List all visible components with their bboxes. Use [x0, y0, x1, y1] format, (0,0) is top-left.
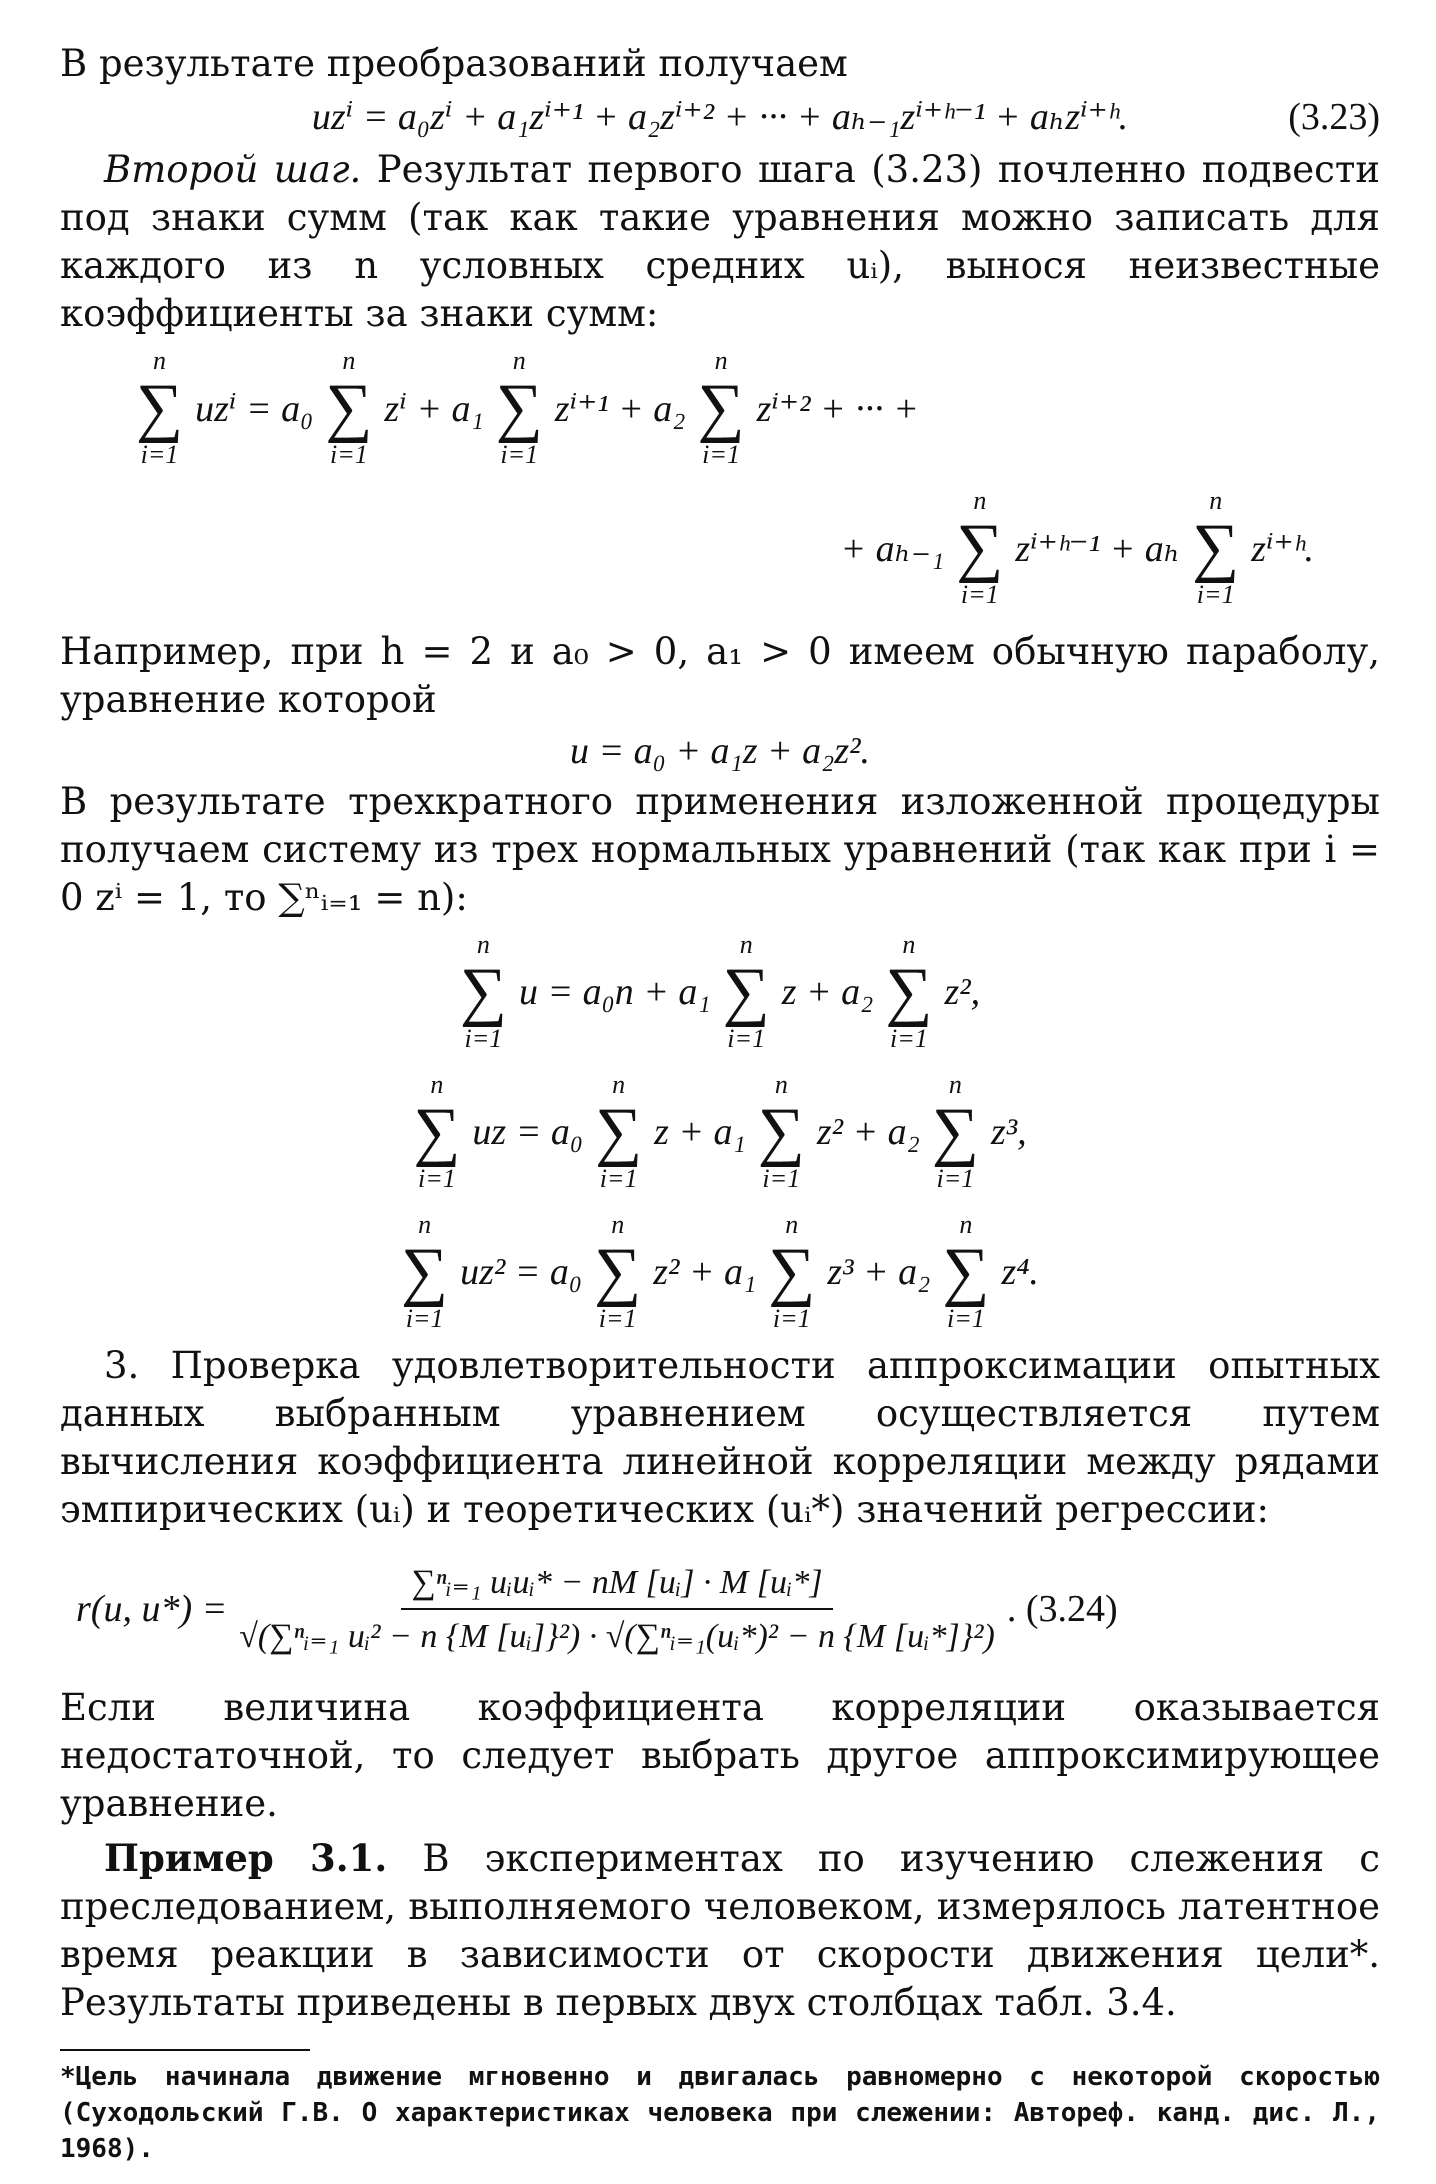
sum-term-e: + aₕ₋₁ — [840, 527, 945, 570]
sum-symbol: n ∑ i=1 — [768, 1210, 816, 1333]
example-text: В экспериментах по изучению слежения с преследованием, выполняемого человеком, измерялось латентное время реакции в зависимости от скорости движения цели*. Результаты приведены в первых двух столбцах табл. 3.4. — [60, 1837, 1380, 2024]
sum-symbol: n ∑ i=1 — [136, 346, 184, 469]
system-eq1-term-c: z², — [944, 971, 981, 1013]
equation-parabola — [60, 724, 1380, 778]
sum-term-b: zⁱ + a₁ — [384, 387, 484, 430]
footnote: *Цель начинала движение мгновенно и двигалась равномерно с некоторой скоростью (Суходольский Г.В. О характеристиках человека при слежении: Автореф. канд. дис. Л., 1968). — [60, 2062, 1380, 2164]
equation-3-24-fraction — [239, 1562, 995, 1656]
sum-term-a: uzⁱ = a₀ — [195, 387, 314, 430]
sum-symbol: n ∑ i=1 — [885, 930, 933, 1053]
equation-3-24-lhs: r(u, u*) = — [76, 1588, 228, 1630]
system-eq2-term-d: z³, — [990, 1111, 1027, 1153]
system-eq3-term-d: z⁴. — [1001, 1251, 1039, 1293]
system-eq2-term-a: uz = a₀ — [472, 1111, 584, 1153]
paragraph-intro: В результате преобразований получаем — [60, 42, 848, 85]
sum-symbol: n ∑ i=1 — [401, 1210, 449, 1333]
equation-3-24-number: . (3.24) — [1006, 1588, 1118, 1630]
sum-term-f: zⁱ⁺ʰ⁻¹ + aₕ — [1015, 527, 1181, 570]
system-eq3-term-a: uz² = a₀ — [460, 1251, 583, 1293]
page — [60, 40, 1380, 2167]
sum-symbol: n ∑ i=1 — [757, 1070, 805, 1193]
sum-symbol: n ∑ i=1 — [325, 346, 373, 469]
equation-3-24-numerator: ∑ⁿᵢ₌₁ uᵢuᵢ* − nM [uᵢ] · M [uᵢ*] — [401, 1562, 832, 1610]
footnote-divider — [60, 2049, 310, 2051]
equation-3-24 — [60, 1534, 1380, 1684]
equation-3-23-body: uzⁱ = a₀zⁱ + a₁zⁱ⁺¹ + a₂zⁱ⁺² + ··· + aₕ₋₁zⁱ⁺ʰ⁻¹ + aₕzⁱ⁺ʰ. — [311, 96, 1129, 138]
sum-term-c: zⁱ⁺¹ + a₂ — [554, 387, 686, 430]
example-heading: Пример 3.1. — [104, 1836, 388, 1880]
paragraph-example-parabola: Например, при h = 2 и a₀ > 0, a₁ > 0 имеем обычную параболу, уравнение которой — [60, 630, 1380, 721]
sum-symbol: n ∑ i=1 — [942, 1210, 990, 1333]
sum-symbol: n ∑ i=1 — [413, 1070, 461, 1193]
sum-term-g: zⁱ⁺ʰ. — [1251, 527, 1314, 570]
sum-term-d: zⁱ⁺² + ··· + — [756, 387, 919, 430]
sum-symbol: n ∑ i=1 — [931, 1070, 979, 1193]
sum-symbol: n ∑ i=1 — [1192, 486, 1240, 609]
paragraph-normal-equations: В результате трехкратного применения изложенной процедуры получаем систему из трех нормальных уравнений (так как при i = 0 zⁱ = 1, то ∑ⁿᵢ₌₁ = n): — [60, 780, 1380, 919]
system-eq1-term-a: u = a₀n + a₁ — [518, 971, 711, 1013]
sum-symbol: n ∑ i=1 — [459, 930, 507, 1053]
paragraph-second-step — [60, 146, 1380, 338]
paragraph-insufficient-correlation: Если величина коэффициента корреляции оказывается недостаточной, то следует выбрать другое аппроксимирующее уравнение. — [60, 1686, 1380, 1825]
system-eq2-term-c: z² + a₂ — [816, 1111, 920, 1153]
system-eq1-term-b: z + a₂ — [781, 971, 874, 1013]
sum-symbol: n ∑ i=1 — [722, 930, 770, 1053]
system-eq3-term-c: z³ + a₂ — [827, 1251, 931, 1293]
parabola-body: u = a₀ + a₁z + a₂z². — [569, 730, 871, 772]
sum-equation — [60, 338, 1380, 628]
equation-3-23 — [60, 88, 1380, 146]
second-step-text: Результат первого шага (3.23) почленно подвести под знаки сумм (так как такие уравнения можно записать для каждого из n условных средних uᵢ), вынося неизвестные коэффициенты за знаки сумм: — [60, 148, 1380, 335]
sum-symbol: n ∑ i=1 — [956, 486, 1004, 609]
system-eq3-term-b: z² + a₁ — [653, 1251, 757, 1293]
system-eq2-term-b: z + a₁ — [654, 1111, 746, 1153]
paragraph-correlation-check: 3. Проверка удовлетворительности аппроксимации опытных данных выбранным уравнением осуществляется путем вычисления коэффициента линейной корреляции между рядами эмпирических (uᵢ) и теоретических (uᵢ*) значений регрессии: — [60, 1344, 1380, 1531]
normal-equations-system — [60, 922, 1380, 1342]
sum-symbol: n ∑ i=1 — [594, 1210, 642, 1333]
equation-3-23-number: (3.23) — [1288, 96, 1380, 138]
sum-symbol: n ∑ i=1 — [495, 346, 543, 469]
sum-symbol: n ∑ i=1 — [697, 346, 745, 469]
second-step-heading: Второй шаг. — [104, 148, 362, 191]
equation-3-24-denominator: √(∑ⁿᵢ₌₁ uᵢ² − n {M [uᵢ]}²) · √(∑ⁿᵢ₌₁(uᵢ*)² − n {M [uᵢ*]}²) — [239, 1618, 995, 1655]
paragraph-example-3-1 — [60, 1834, 1380, 2027]
sum-symbol: n ∑ i=1 — [595, 1070, 643, 1193]
